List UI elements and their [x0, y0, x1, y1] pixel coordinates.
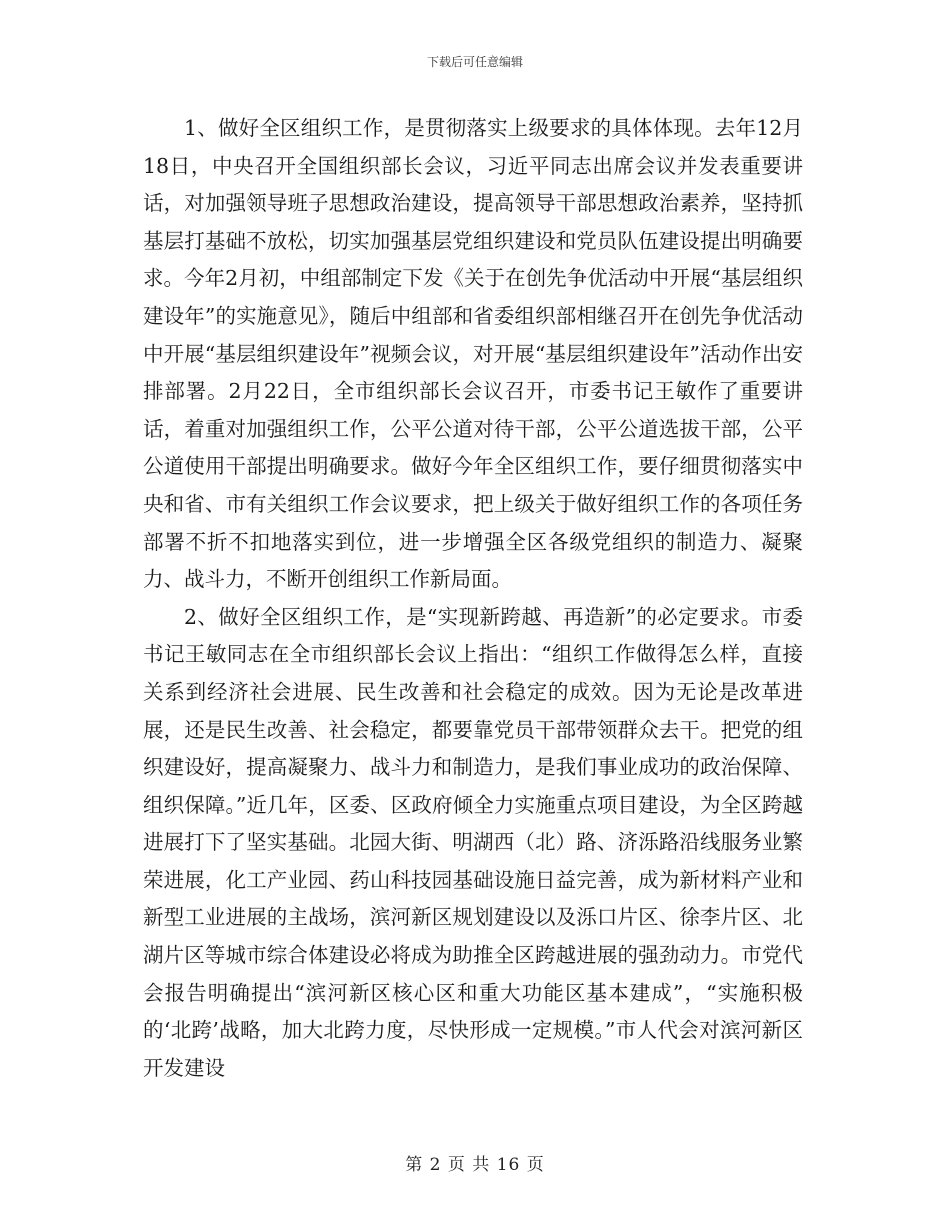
paragraph-1: 1、做好全区组织工作，是贯彻落实上级要求的具体体现。去年12月18日，中央召开全国组织部长会议，习近平同志出席会议并发表重要讲话，对加强领导班子思想政治建设，提高领导干部思想政治素养，坚持抓基层打基础不放松，切实加强基层党组织建设和党员队伍建设提出明确要求。今年2月初，中组部制定下发《关于在创先争优活动中开展“基层组织建设年”的实施意见》，随后中组部和省委组织部相继召开在创先争优活动中开展“基层组织建设年”视频会议，对开展“基层组织建设年”活动作出安排部署。2月22日，全市组织部长会议召开，市委书记王敏作了重要讲话，着重对加强组织工作，公平公道对待干部，公平公道选拔干部，公平公道使用干部提出明确要求。做好今年全区组织工作，要仔细贯彻落实中央和省、市有关组织工作会议要求，把上级关于做好组织工作的各项任务部署不折不扣地落实到位，进一步增强全区各级党组织的制造力、凝聚力、战斗力，不断开创组织工作新局面。: [143, 116, 803, 592]
page-number-footer: 第 2 页 共 16 页: [405, 1155, 545, 1175]
paragraph-2: 2、做好全区组织工作，是“实现新跨越、再造新”的必定要求。市委书记王敏同志在全市组织部长会议上指出：“组织工作做得怎么样，直接关系到经济社会进展、民生改善和社会稳定的成效。因为无论是改革进展，还是民生改善、社会稳定，都要靠党员干部带领群众去干。把党的组织建设好，提高凝聚力、战斗力和制造力，是我们事业成功的政治保障、组织保障。”近几年，区委、区政府倾全力实施重点项目建设，为全区跨越进展打下了坚实基础。北园大街、明湖西（北）路、济泺路沿线服务业繁荣进展，化工产业园、药山科技园基础设施日益完善，成为新材料产业和新型工业进展的主战场，滨河新区规划建设以及泺口片区、徐李片区、北湖片区等城市综合体建设必将成为助推全区跨越进展的强劲动力。市党代会报告明确提出“滨河新区核心区和重大功能区基本建成”，“实施积极的‘北跨’战略，加大北跨力度，尽快形成一定规模。”市人代会对滨河新区开发建设: [143, 604, 803, 1080]
document-body: [143, 110, 803, 1087]
header-note: 下载后可任意编辑: [426, 55, 523, 69]
